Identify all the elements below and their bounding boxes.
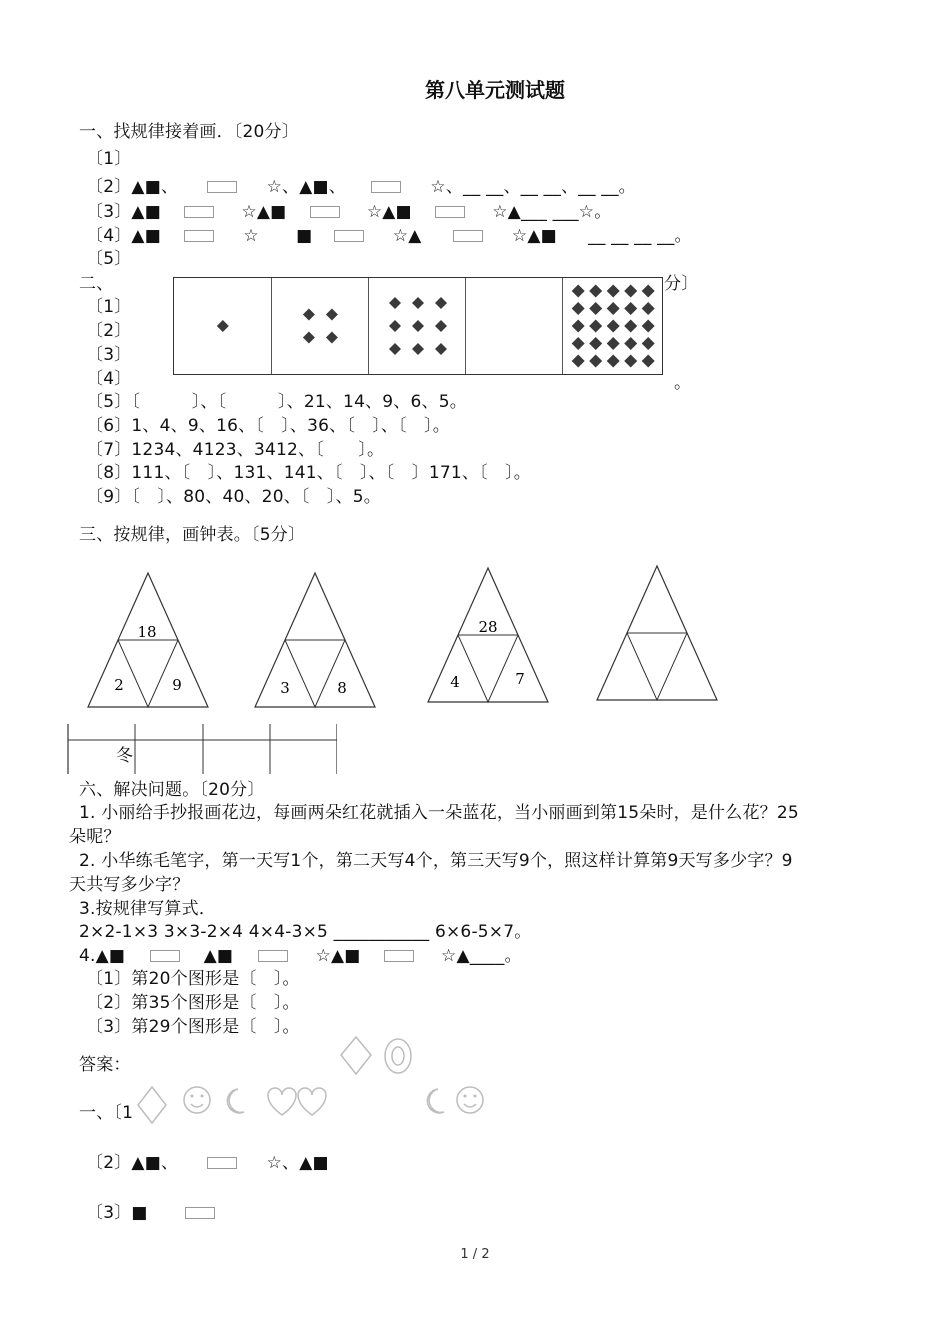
moon-icon [227,1089,244,1113]
problem-4-pattern [79,944,522,968]
rectangle-icon [435,206,465,218]
rectangle-icon [310,206,340,218]
problem-4-q1: 〔1〕第20个图形是〔 〕。 [86,969,300,989]
problem-4-q3: 〔3〕第29个图形是〔 〕。 [86,1017,300,1037]
triangle-3 [428,568,548,702]
diamond-mark [326,332,338,344]
s1-item-3 [86,200,611,224]
diamond-mark [435,320,447,332]
problem-1-line-1: 1. 小丽给手抄报画花边，每画两朵红花就插入一朵蓝花，当小丽画到第15朵时，是什么花？25 [79,803,799,823]
moon-icon [427,1089,444,1113]
table-cell-winter: 冬 [116,746,134,766]
smiley-icon [184,1087,210,1113]
rectangle-icon [184,206,214,218]
diamond-outline-icon [341,1037,371,1074]
diamond-mark [412,297,424,309]
s2-item-6: 〔6〕1、4、9、16、〔 〕、36、〔 〕、〔 〕。 [86,416,450,436]
diamond-mark [624,302,637,315]
diamond-mark [389,343,401,355]
s2-item-7: 〔7〕1234、4123、3412、〔 〕。 [86,440,385,460]
s1-item-4-part-d: ☆▲ [392,226,422,246]
diamond-mark [642,320,655,333]
answer-3 [86,1201,215,1225]
diamond-mark [589,355,602,368]
s1-item-4-part-e: ☆▲■ [511,226,557,246]
s2-item-2: 〔2〕 [86,321,132,341]
section-2-heading-end: 分〕 [664,274,699,294]
section-3-heading: 三、按规律，画钟表。〔5分〕 [79,525,306,545]
s2-item-9: 〔9〕〔 〕、80、40、20、〔 〕、5。 [86,487,381,507]
diamond-mark [624,337,637,350]
s2-item-4-end: 。 [674,373,692,393]
diamond-mark [572,320,585,333]
s1-item-3-part-b: ☆▲■ [241,202,287,222]
diamond-mark [607,337,620,350]
diamond-mark [412,320,424,332]
triangle-3-top: 28 [478,618,498,636]
s1-item-5: 〔5〕 [86,249,132,269]
diamond-pattern-figure [173,277,663,375]
s1-item-3-part-a: 〔3〕▲■ [86,202,161,222]
triangle-1 [88,573,208,707]
s1-item-4-part-a: 〔4〕▲■ [86,226,161,246]
rectangle-icon [207,181,237,193]
diamond-mark [589,337,602,350]
s2-item-1: 〔1〕 [86,297,132,317]
problem-4-q2: 〔2〕第35个图形是〔 〕。 [86,993,300,1013]
diamond-mark [572,285,585,298]
answer-1: 一、〔1 [79,1103,134,1123]
season-table-fragment [67,724,337,774]
problem-4-part-c: ☆▲■ [315,946,361,966]
rectangle-icon [185,1207,215,1219]
rectangle-icon [150,950,180,962]
diamond-mark [642,302,655,315]
heart-icon [268,1088,296,1115]
diamond-mark [624,285,637,298]
rectangle-icon [184,230,214,242]
answer-3-text: 〔3〕■ [86,1203,148,1223]
problem-3-heading: 3.按规律写算式． [79,899,217,919]
diamond-mark [412,343,424,355]
smiley-icon [457,1087,483,1113]
answer-2-part-b: ☆、▲■ [266,1153,329,1173]
problem-1-line-2: 朵呢？ [69,827,121,847]
s2-item-5: 〔5〕〔 〕、〔 〕、21、14、9、6、5。 [86,392,467,412]
problem-4-part-b: ▲■ [203,946,234,966]
faint-shape-icons [130,1035,510,1130]
diamond-mark [217,320,229,332]
smile-mouth [191,1104,203,1107]
triangle-2 [255,573,375,707]
diamond-mark [607,320,620,333]
problem-2-line-2: 天共写多少字？ [69,875,190,895]
rectangle-icon [334,230,364,242]
diamond-mark [572,355,585,368]
smile-mouth [464,1104,476,1107]
s1-item-2-part-a: 〔2〕▲■、 [86,177,179,197]
diamond-mark [435,343,447,355]
diamond-marks [174,278,662,374]
oval-inner-icon [392,1047,404,1065]
s1-item-2-part-c: ☆、__ __、__ __、__ __。 [430,177,636,197]
diamond-mark [607,285,620,298]
s1-item-3-part-c: ☆▲■ [366,202,412,222]
diamond-mark [607,355,620,368]
s1-item-4-part-f: __ __ __ __。 [588,226,692,246]
diamond-outline-icon [138,1087,166,1123]
rectangle-icon [371,181,401,193]
triangle-4 [597,566,717,700]
problem-4-part-d: ☆▲____。 [441,946,522,966]
triangle-1-right: 9 [172,676,182,694]
diamond-mark [326,309,338,321]
diamond-mark [642,285,655,298]
triangle-2-right: 8 [337,679,347,697]
heart-icon [298,1088,326,1115]
triangle-1-left: 2 [114,676,124,694]
s2-item-8: 〔8〕111、〔 〕、131、141、〔 〕、〔 〕171、〔 〕。 [86,463,531,483]
diamond-mark [589,285,602,298]
diamond-mark [589,320,602,333]
problem-3-expression: 2×2-1×3 3×3-2×4 4×4-3×5 ___________ 6×6-5×7。 [79,922,532,942]
problem-2-line-1: 2. 小华练毛笔字，第一天写1个，第二天写4个，第三天写9个，照这样计算第9天写多少字？9 [79,851,793,871]
diamond-mark [303,309,315,321]
diamond-mark [642,355,655,368]
triangle-puzzles [0,560,950,720]
s1-item-2-part-b: ☆、▲■、 [266,177,346,197]
page-number: 1 / 2 [460,1247,490,1262]
triangle-1-top: 18 [137,623,157,641]
rectangle-icon [258,950,288,962]
answer-2 [86,1151,329,1175]
diamond-mark [389,320,401,332]
rectangle-icon [207,1157,237,1169]
answer-2-part-a: 〔2〕▲■、 [86,1153,179,1173]
rectangle-icon [384,950,414,962]
diamond-mark [624,320,637,333]
s1-item-2 [86,175,636,199]
answers-heading: 答案： [79,1055,131,1075]
diamond-mark [435,297,447,309]
diamond-mark [642,337,655,350]
triangle-2-left: 3 [280,679,290,697]
page-title: 第八单元测试题 [425,78,565,102]
triangle-3-right: 7 [515,670,525,688]
diamond-mark [589,302,602,315]
diamond-mark [389,297,401,309]
diamond-mark [624,355,637,368]
rectangle-icon [453,230,483,242]
section-1-heading: 一、找规律接着画．〔20分〕 [79,122,299,142]
s2-item-3: 〔3〕 [86,345,132,365]
oval-icon [385,1039,411,1073]
section-2-heading-start: 二、 [79,274,114,294]
s1-item-4-part-b: ☆ [243,226,259,246]
diamond-mark [572,337,585,350]
s1-item-4-part-c: ■ [296,226,313,246]
diamond-mark [303,332,315,344]
s2-item-4: 〔4〕 [86,369,132,389]
s1-item-1: 〔1〕 [86,149,132,169]
problem-4-part-a: 4.▲■ [79,946,126,966]
s1-item-4 [86,224,692,248]
triangle-3-left: 4 [450,673,460,691]
section-6-heading: 六、解决问题。〔20分〕 [79,780,265,800]
diamond-mark [607,302,620,315]
diamond-mark [572,302,585,315]
s1-item-3-part-d: ☆▲___ ___☆。 [492,202,612,222]
